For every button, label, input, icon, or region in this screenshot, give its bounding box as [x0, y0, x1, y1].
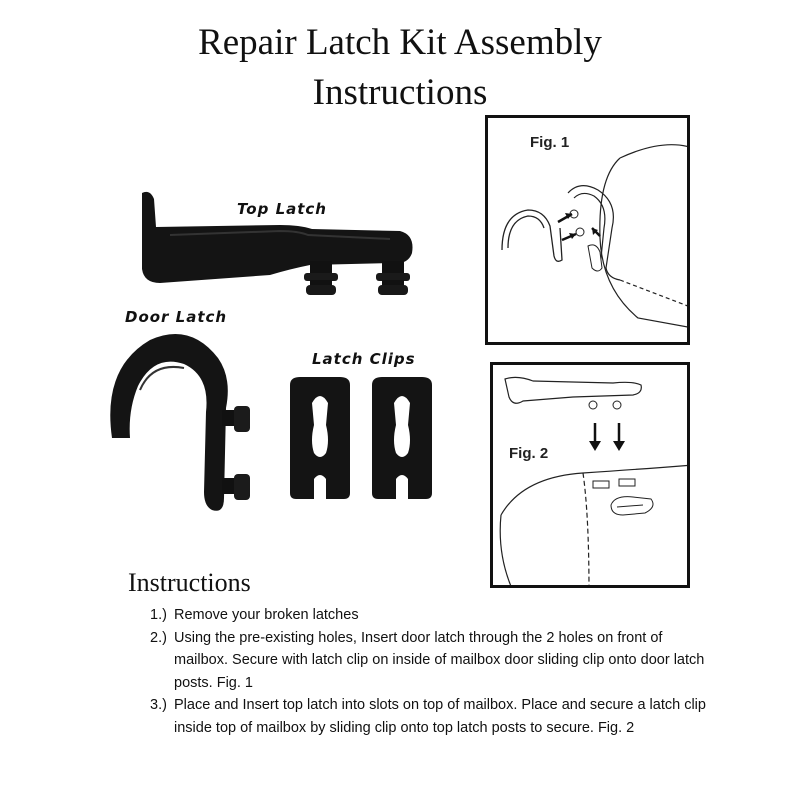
figure-2-diagram	[493, 365, 690, 588]
top-latch-label: Top Latch	[237, 200, 327, 218]
latch-clips-image	[282, 375, 442, 503]
instruction-step-1	[150, 604, 710, 627]
latch-clips-label: Latch Clips	[312, 350, 416, 368]
figure-1-label: Fig. 1	[530, 134, 570, 151]
instructions-list	[150, 604, 710, 739]
door-latch-image	[100, 328, 260, 518]
figure-2-panel	[490, 362, 690, 588]
title-line-1: Repair Latch Kit Assembly	[198, 22, 602, 63]
instruction-step-2	[150, 627, 710, 695]
door-latch-label: Door Latch	[125, 308, 228, 326]
step-text: Remove your broken latches	[174, 607, 359, 623]
figure-1-diagram	[488, 118, 690, 345]
instruction-step-3	[150, 694, 710, 739]
figure-1-panel	[485, 115, 690, 345]
step-text: Place and Insert top latch into slots on top of mailbox. Place and secure a latch clip inside top of mailbox by sliding clip onto top latch posts to secure. Fig. 2	[174, 697, 706, 736]
title-line-2: Instructions	[312, 72, 488, 113]
instructions-heading: Instructions	[128, 568, 251, 597]
step-text: Using the pre-existing holes, Insert door latch through the 2 holes on front of mailbox. Secure with latch clip on inside of mailbox door sliding clip onto door latch posts. Fig. 1	[174, 629, 705, 691]
step-number: 1.)	[150, 607, 167, 623]
step-number: 3.)	[150, 697, 167, 713]
step-number: 2.)	[150, 629, 167, 646]
top-latch-image	[130, 185, 420, 300]
figure-2-label: Fig. 2	[509, 445, 549, 462]
